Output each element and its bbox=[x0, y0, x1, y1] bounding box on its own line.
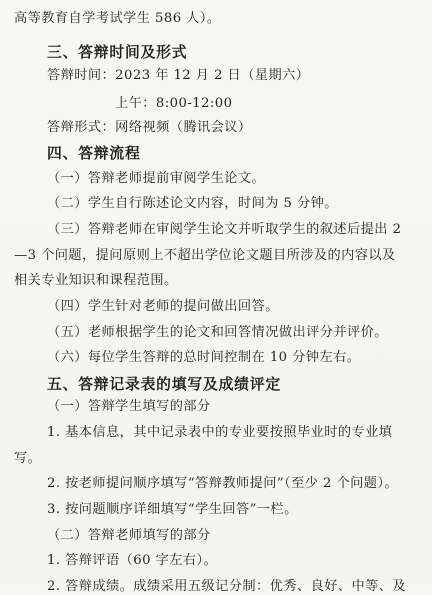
section-three-heading: 三、答辩时间及形式 bbox=[47, 44, 188, 61]
student-item-three: 3. 按问题顺序详细填写“学生回答”一栏。 bbox=[47, 502, 298, 517]
process-step-four: （四）学生针对老师的提问做出回答。 bbox=[47, 299, 279, 314]
process-step-six: （六）每位学生答辩的总时间控制在 10 分钟左右。 bbox=[47, 350, 361, 365]
teacher-part-heading: （二）答辩老师填写的部分 bbox=[47, 528, 211, 543]
process-step-one: （一）答辩老师提前审阅学生论文。 bbox=[47, 171, 266, 186]
process-step-three-line-2: —3 个问题，提问原则上不超出学位论文题目所涉及的内容以及 bbox=[14, 248, 396, 263]
teacher-item-one: 1. 答辩评语（60 字左右）。 bbox=[47, 553, 218, 568]
process-step-five: （五）老师根据学生的论文和回答情况做出评分并评价。 bbox=[47, 325, 388, 340]
student-part-heading: （一）答辩学生填写的部分 bbox=[47, 399, 211, 414]
teacher-item-two: 2. 答辩成绩。成绩采用五级记分制：优秀、良好、中等、及 bbox=[47, 579, 407, 594]
student-item-one-line-1: 1. 基本信息，其中记录表中的专业要按照毕业时的专业填 bbox=[47, 425, 393, 440]
process-step-three-line-1: （三）答辩老师在审阅学生论文并听取学生的叙述后提出 2 bbox=[47, 222, 402, 237]
student-item-one-line-2: 写。 bbox=[14, 451, 42, 466]
morning-time-line: 上午：8:00-12:00 bbox=[115, 96, 233, 111]
section-four-heading: 四、答辩流程 bbox=[47, 145, 141, 162]
defense-format-line: 答辩形式：网络视频（腾讯会议） bbox=[47, 120, 252, 135]
intro-continuation-line: 高等教育自学考试学生 586 人）。 bbox=[14, 11, 221, 26]
process-step-three-line-3: 相关专业知识和课程范围。 bbox=[14, 273, 178, 288]
process-step-two: （二）学生自行陈述论文内容，时间为 5 分钟。 bbox=[47, 196, 338, 211]
defense-time-line: 答辩时间：2023 年 12 月 2 日（星期六） bbox=[47, 68, 310, 83]
student-item-two: 2. 按老师提问顺序填写“答辩教师提问”（至少 2 个问题）。 bbox=[47, 476, 399, 491]
section-five-heading: 五、答辩记录表的填写及成绩评定 bbox=[47, 376, 281, 393]
